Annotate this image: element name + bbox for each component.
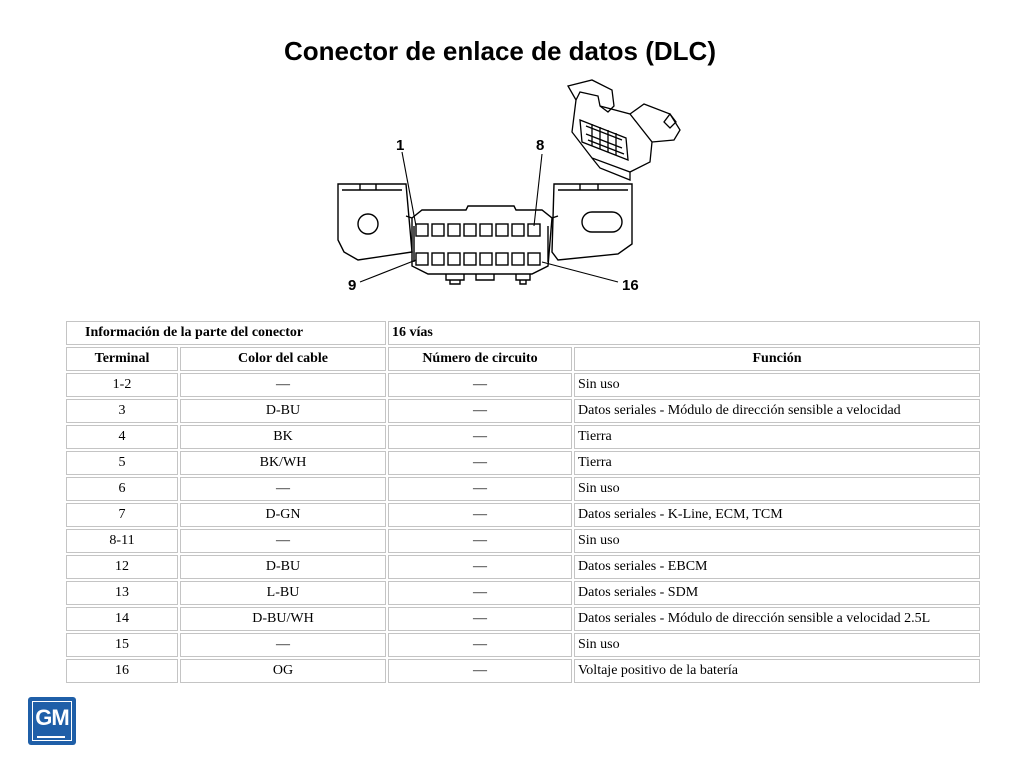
cell-wire-color: D-BU [180, 399, 386, 423]
cell-function: Datos seriales - Módulo de dirección sensible a velocidad 2.5L [574, 607, 980, 631]
table-row [66, 607, 980, 631]
cell-wire-color: BK/WH [180, 451, 386, 475]
cell-wire-color: — [180, 529, 386, 553]
header-circuit-number: Número de circuito [388, 347, 572, 371]
cell-circuit-number: — [388, 451, 572, 475]
connector-info-table [64, 319, 982, 685]
cell-terminal: 4 [66, 425, 178, 449]
cell-function: Datos seriales - SDM [574, 581, 980, 605]
table-row [66, 555, 980, 579]
pin-label-1: 1 [396, 137, 405, 154]
table-row [66, 659, 980, 683]
cell-terminal: 3 [66, 399, 178, 423]
info-row [66, 321, 980, 345]
cell-circuit-number: — [388, 633, 572, 657]
cell-function: Voltaje positivo de la batería [574, 659, 980, 683]
table-row [66, 633, 980, 657]
cell-function: Tierra [574, 451, 980, 475]
cell-terminal: 13 [66, 581, 178, 605]
table-row [66, 503, 980, 527]
cell-function: Sin uso [574, 529, 980, 553]
table-row [66, 373, 980, 397]
table-row [66, 425, 980, 449]
info-label: Información de la parte del conector [66, 321, 386, 345]
cell-terminal: 14 [66, 607, 178, 631]
cell-wire-color: D-BU/WH [180, 607, 386, 631]
table-row [66, 529, 980, 553]
cell-wire-color: D-GN [180, 503, 386, 527]
cell-function: Datos seriales - EBCM [574, 555, 980, 579]
cell-function: Datos seriales - Módulo de dirección sensible a velocidad [574, 399, 980, 423]
header-function: Función [574, 347, 980, 371]
cell-terminal: 15 [66, 633, 178, 657]
cell-wire-color: L-BU [180, 581, 386, 605]
header-wire-color: Color del cable [180, 347, 386, 371]
table-row [66, 451, 980, 475]
cell-terminal: 7 [66, 503, 178, 527]
connector-3d-view [568, 80, 680, 180]
cell-wire-color: — [180, 633, 386, 657]
cell-circuit-number: — [388, 555, 572, 579]
cell-circuit-number: — [388, 373, 572, 397]
cell-terminal: 1-2 [66, 373, 178, 397]
header-terminal: Terminal [66, 347, 178, 371]
cell-function: Tierra [574, 425, 980, 449]
cell-wire-color: BK [180, 425, 386, 449]
cell-wire-color: OG [180, 659, 386, 683]
gm-logo-underline [37, 736, 65, 738]
cell-function: Datos seriales - K-Line, ECM, TCM [574, 503, 980, 527]
cell-circuit-number: — [388, 659, 572, 683]
cell-terminal: 16 [66, 659, 178, 683]
gm-logo [28, 697, 76, 745]
table-row [66, 399, 980, 423]
cell-wire-color: — [180, 373, 386, 397]
cell-function: Sin uso [574, 373, 980, 397]
cell-function: Sin uso [574, 477, 980, 501]
table-row [66, 477, 980, 501]
gm-logo-text: GM [32, 701, 72, 741]
table-row [66, 581, 980, 605]
header-row [66, 347, 980, 371]
cell-circuit-number: — [388, 477, 572, 501]
pin-label-16: 16 [622, 277, 639, 294]
pin-row-top [416, 224, 540, 236]
pin-label-9: 9 [348, 277, 357, 294]
cell-circuit-number: — [388, 607, 572, 631]
cell-circuit-number: — [388, 581, 572, 605]
cell-circuit-number: — [388, 529, 572, 553]
cell-function: Sin uso [574, 633, 980, 657]
dlc-connector-diagram [330, 76, 710, 298]
cell-wire-color: D-BU [180, 555, 386, 579]
cell-terminal: 5 [66, 451, 178, 475]
cell-terminal: 12 [66, 555, 178, 579]
page-title: Conector de enlace de datos (DLC) [284, 36, 716, 66]
pin-row-bottom [416, 253, 540, 265]
cell-terminal: 8-11 [66, 529, 178, 553]
cell-wire-color: — [180, 477, 386, 501]
info-value: 16 vías [388, 321, 980, 345]
cell-circuit-number: — [388, 399, 572, 423]
cell-circuit-number: — [388, 503, 572, 527]
cell-terminal: 6 [66, 477, 178, 501]
pin-label-8: 8 [536, 137, 545, 154]
cell-circuit-number: — [388, 425, 572, 449]
